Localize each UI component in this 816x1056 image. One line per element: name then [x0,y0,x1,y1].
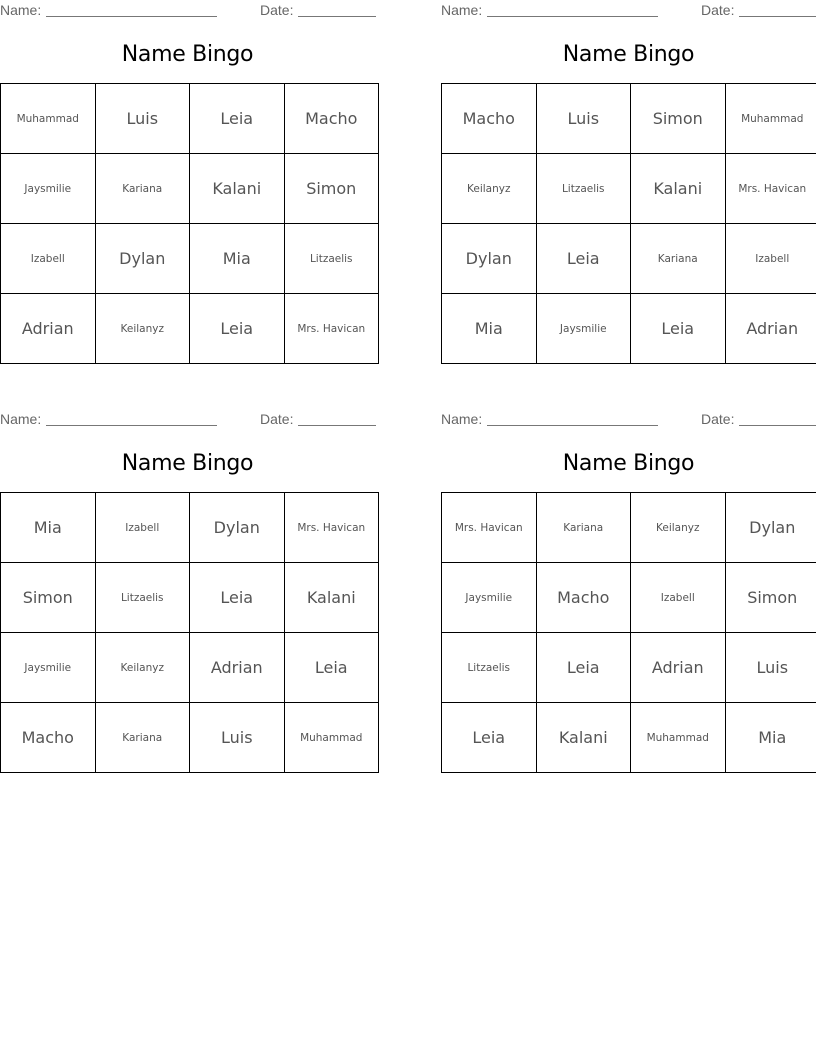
grid-row [442,493,816,563]
bingo-cell[interactable]: Adrian [1,294,96,364]
bingo-cell[interactable]: Muhammad [725,84,816,154]
grid-row [1,84,379,154]
name-field-line[interactable] [46,425,217,426]
date-label: Date: [260,411,294,427]
name-date-header [0,411,380,429]
bingo-card [0,0,375,370]
grid-row [1,154,379,224]
bingo-cell[interactable]: Leia [190,563,285,633]
bingo-cell[interactable]: Leia [190,294,285,364]
bingo-cell[interactable]: Keilanyz [95,633,190,703]
grid-row [442,154,816,224]
bingo-cell[interactable]: Muhammad [631,703,726,773]
bingo-cell[interactable]: Izabell [631,563,726,633]
bingo-cell[interactable]: Izabell [95,493,190,563]
grid-row [1,224,379,294]
bingo-card [441,409,816,779]
bingo-cell[interactable]: Jaysmilie [1,633,96,703]
bingo-cell[interactable]: Macho [442,84,537,154]
grid-row [442,563,816,633]
date-field-line[interactable] [739,16,816,17]
bingo-cell[interactable]: Kariana [631,224,726,294]
bingo-cell[interactable]: Izabell [1,224,96,294]
bingo-cell[interactable]: Dylan [725,493,816,563]
bingo-cell[interactable]: Jaysmilie [442,563,537,633]
bingo-cell[interactable]: Adrian [725,294,816,364]
name-date-header [441,411,816,429]
name-field-line[interactable] [487,16,658,17]
name-label: Name: [441,2,483,18]
grid-row [442,84,816,154]
grid-row [1,493,379,563]
card-title: Name Bingo [121,42,254,67]
date-label: Date: [701,411,735,427]
bingo-card [0,409,375,779]
bingo-cell[interactable]: Leia [536,224,631,294]
grid-row [1,633,379,703]
bingo-cell[interactable]: Kariana [95,154,190,224]
date-field-line[interactable] [298,425,376,426]
bingo-cell[interactable]: Mrs. Havican [442,493,537,563]
card-title: Name Bingo [121,451,254,476]
date-field-line[interactable] [298,16,376,17]
grid-row [1,294,379,364]
grid-row [442,224,816,294]
bingo-cell[interactable]: Simon [284,154,379,224]
bingo-cell[interactable]: Simon [1,563,96,633]
bingo-cell[interactable]: Litzaelis [536,154,631,224]
grid-row [442,703,816,773]
bingo-cell[interactable]: Macho [1,703,96,773]
date-label: Date: [260,2,294,18]
bingo-cell[interactable]: Kariana [95,703,190,773]
name-label: Name: [441,411,483,427]
bingo-cell[interactable]: Muhammad [284,703,379,773]
card-title: Name Bingo [562,42,695,67]
name-date-header [441,2,816,20]
name-date-header [0,2,380,20]
bingo-cell[interactable]: Mrs. Havican [284,294,379,364]
bingo-cell[interactable]: Litzaelis [95,563,190,633]
bingo-cell[interactable]: Mrs. Havican [284,493,379,563]
card-title: Name Bingo [562,451,695,476]
bingo-cell[interactable]: Mia [725,703,816,773]
bingo-cell[interactable]: Dylan [190,493,285,563]
bingo-cell[interactable]: Muhammad [1,84,96,154]
date-field-line[interactable] [739,425,816,426]
name-label: Name: [0,2,42,18]
grid-row [1,703,379,773]
grid-row [442,294,816,364]
bingo-cell[interactable]: Adrian [631,633,726,703]
bingo-cell[interactable]: Macho [536,563,631,633]
name-field-line[interactable] [487,425,658,426]
bingo-cell[interactable]: Kalani [190,154,285,224]
bingo-grid [441,83,816,364]
date-label: Date: [701,2,735,18]
bingo-cell[interactable]: Keilanyz [631,493,726,563]
bingo-grid [0,83,379,364]
name-label: Name: [0,411,42,427]
bingo-cell[interactable]: Simon [631,84,726,154]
bingo-cell[interactable]: Leia [631,294,726,364]
bingo-cell[interactable]: Luis [536,84,631,154]
bingo-cell[interactable]: Dylan [442,224,537,294]
bingo-cell[interactable]: Jaysmilie [536,294,631,364]
bingo-cell[interactable]: Kalani [631,154,726,224]
bingo-cell[interactable]: Mia [190,224,285,294]
bingo-cell[interactable]: Kariana [536,493,631,563]
bingo-grid [0,492,379,773]
bingo-cell[interactable]: Jaysmilie [1,154,96,224]
bingo-cell[interactable]: Litzaelis [442,633,537,703]
bingo-cell[interactable]: Dylan [95,224,190,294]
bingo-cell[interactable]: Litzaelis [284,224,379,294]
bingo-cell[interactable]: Leia [284,633,379,703]
bingo-grid [441,492,816,773]
bingo-card [441,0,816,370]
bingo-cell[interactable]: Leia [442,703,537,773]
bingo-cell[interactable]: Mia [1,493,96,563]
bingo-cell[interactable]: Adrian [190,633,285,703]
bingo-cell[interactable]: Luis [95,84,190,154]
bingo-cell[interactable]: Luis [725,633,816,703]
grid-row [1,563,379,633]
bingo-cell[interactable]: Kalani [536,703,631,773]
bingo-cell[interactable]: Simon [725,563,816,633]
bingo-cell[interactable]: Keilanyz [442,154,537,224]
bingo-cell[interactable]: Leia [190,84,285,154]
bingo-cell[interactable]: Keilanyz [95,294,190,364]
bingo-cell[interactable]: Kalani [284,563,379,633]
bingo-cell[interactable]: Luis [190,703,285,773]
grid-row [442,633,816,703]
bingo-cell[interactable]: Macho [284,84,379,154]
bingo-cell[interactable]: Izabell [725,224,816,294]
bingo-cell[interactable]: Leia [536,633,631,703]
bingo-cell[interactable]: Mrs. Havican [725,154,816,224]
name-field-line[interactable] [46,16,217,17]
bingo-cell[interactable]: Mia [442,294,537,364]
